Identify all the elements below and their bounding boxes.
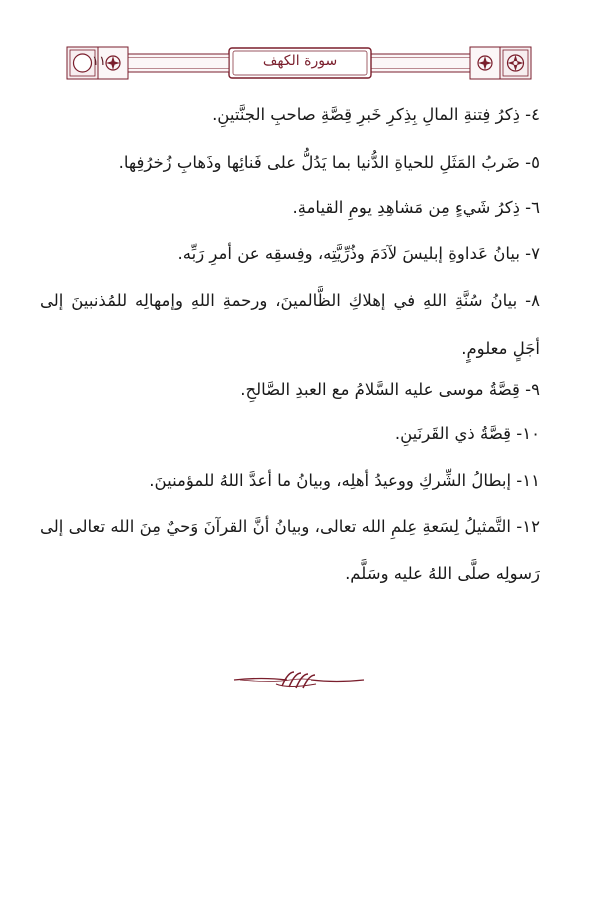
list-item: ٧- بيانُ عَداوةِ إبليسَ لآدَمَ وذُرِّيَّتِه، وفِسقِه عن أمرِ رَبِّه. xyxy=(177,244,540,263)
list-item-continuation: رَسولِه صلَّى اللهُ عليه وسَلَّم. xyxy=(345,564,540,583)
list-item: ٤- ذِكرُ فِتنةِ المالِ بِذِكرِ خَبرِ قِصَّةِ صاحبِ الجنَّتينِ. xyxy=(212,105,540,124)
end-ornament xyxy=(232,668,366,692)
list-item: ١١- إبطالُ الشِّركِ ووعيدُ أهلِه، وبيانُ ما أعدَّ اللهُ للمؤمنينَ. xyxy=(149,471,540,490)
surah-title: سورة الكهف xyxy=(262,53,338,69)
page-header xyxy=(66,46,532,80)
list-item: ٦- ذِكرُ شَيءٍ مِن مَشاهِدِ يومِ القيامةِ. xyxy=(292,198,540,217)
list-item: ٩- قِصَّةُ موسى عليه السَّلامُ مع العبدِ الصَّالحِ. xyxy=(240,380,540,399)
header-right-ornament xyxy=(500,47,531,79)
list-item: ٨- بيانُ سُنَّةِ اللهِ في إهلاكِ الظَّالمينَ، ورحمةِ اللهِ وإمهالِه للمُذنبينَ إلى xyxy=(40,291,540,310)
list-item-continuation: أجَلٍ معلومٍ. xyxy=(461,339,540,358)
topics-list xyxy=(40,94,540,586)
list-item: ١٢- التَّمثيلُ لِسَعةِ عِلمِ الله تعالى، وبيانُ أنَّ القرآنَ وَحيٌ مِنَ الله تعالى إلى xyxy=(40,517,540,536)
list-item: ١٠- قِصَّةُ ذي القَرنَينِ. xyxy=(394,424,540,443)
list-item: ٥- ضَربُ المَثَلِ للحياةِ الدُّنيا بما يَدُلُّ على فَنائِها وذَهابِ زُخرُفِها. xyxy=(118,153,540,172)
page-number: ١١ xyxy=(92,54,106,69)
